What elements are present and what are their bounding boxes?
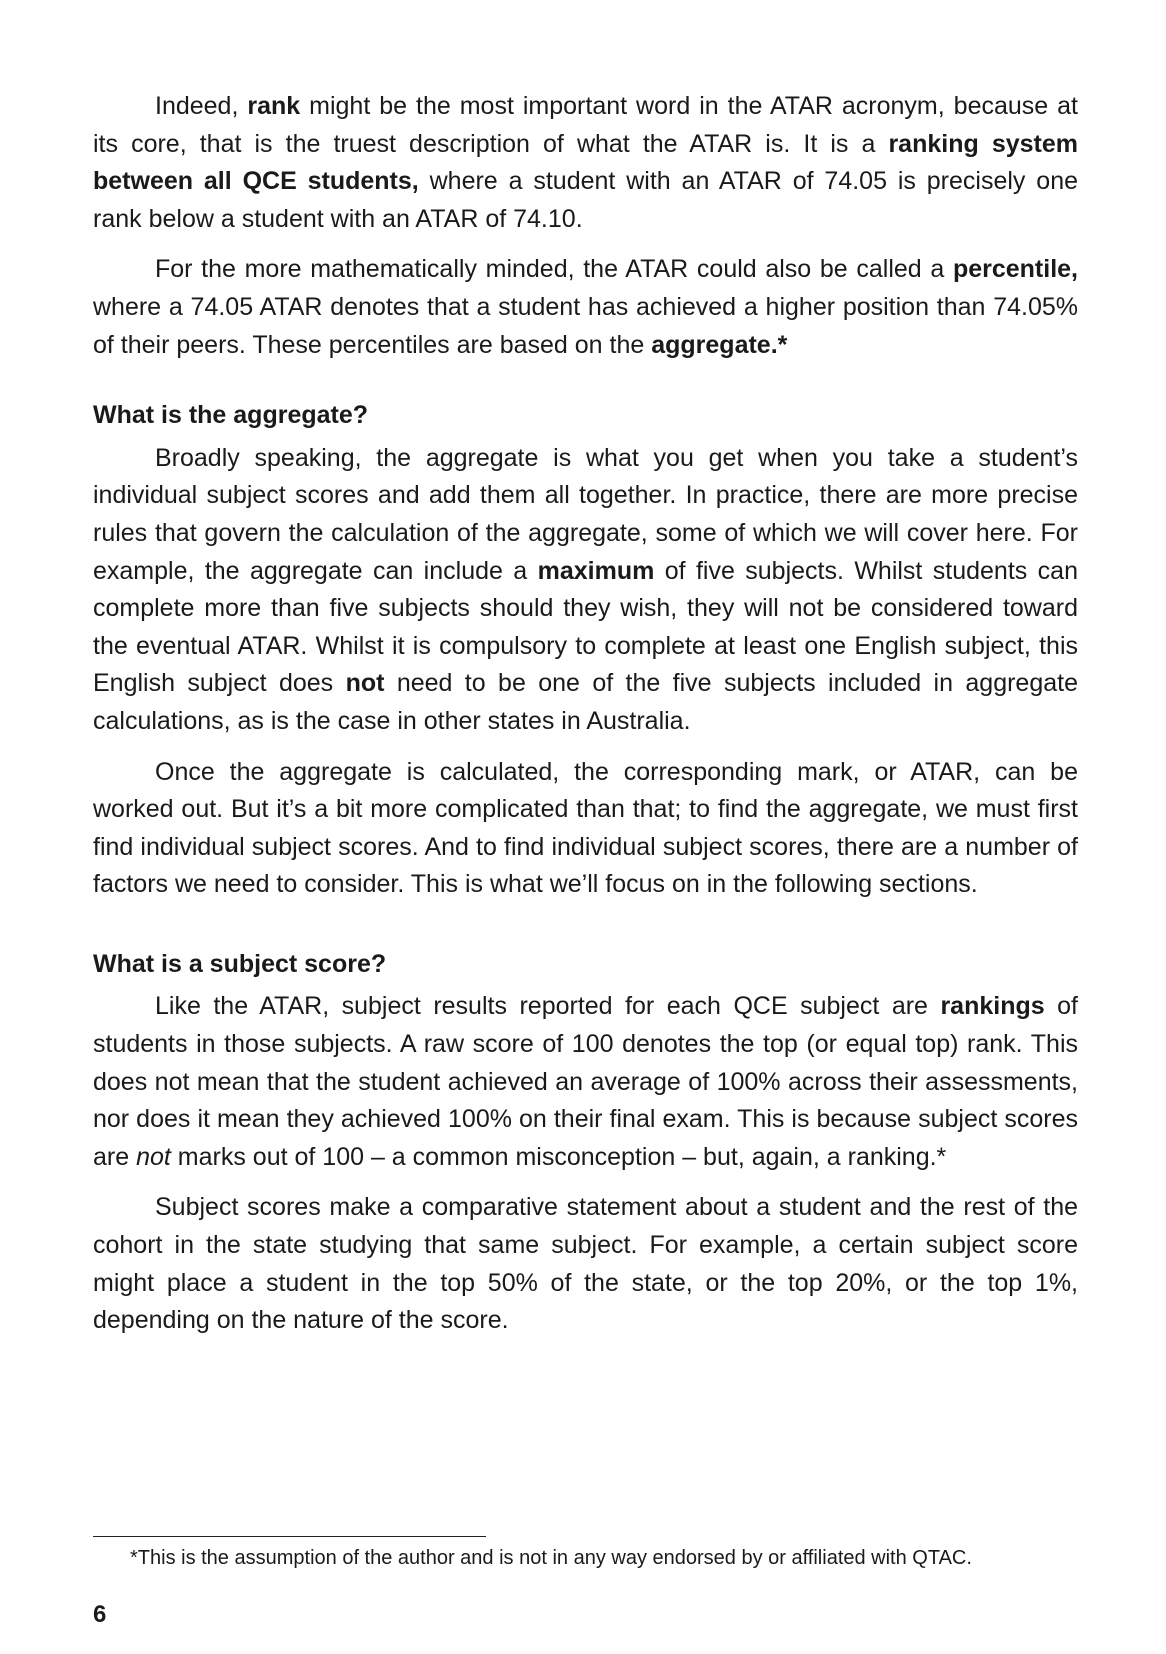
aggregate-paragraph-2: Once the aggregate is calculated, the corresponding mark, or ATAR, can be worked out. But it’s a bit more complicated than that; to find the aggregate, we must first find individual subject scores. And to find individual subject scores, there are a number of factors we need to consider. This is what we’ll focus on in the following sections. — [93, 757, 1078, 899]
text-run: Like the ATAR, subject results reported for each QCE subject are — [155, 992, 941, 1021]
heading-what-is-aggregate: What is the aggregate? — [93, 401, 369, 430]
italic-term-not: not — [136, 1142, 171, 1171]
bold-term-not: not — [345, 669, 385, 698]
bold-term-ranking-system: ranking system between all QCE students, — [93, 129, 1078, 196]
text-run: For the more mathematically minded, the ATAR could also be called a — [155, 255, 953, 284]
bold-term-percentile: percentile, — [952, 255, 1078, 284]
text-run: where a 74.05 ATAR denotes that a student has achieved a higher position than 74.05% of their peers. These percentiles are based on the — [93, 292, 1078, 359]
bold-term-aggregate: aggregate.* — [651, 330, 788, 359]
text-run: marks out of 100 – a common misconception – but, again, a ranking.* — [170, 1142, 947, 1171]
page-number: 6 — [93, 1601, 107, 1628]
intro-paragraph-percentile — [93, 251, 1078, 364]
text-run: of five subjects. Whilst students can complete more than five subjects should they wish, they will not be considered toward the eventual ATAR. Whilst it is compulsory to complete at least one English subject, this English subject does — [93, 556, 1078, 698]
text-run: Broadly speaking, the aggregate is what you get when you take a student’s individual subject scores and add them all together. In practice, there are more precise rules that govern the calculation of the aggregate, some of which we will cover here. For example, the aggregate can include a — [93, 443, 1078, 585]
subject-score-paragraph-1 — [93, 988, 1078, 1176]
text-run: Indeed, — [155, 92, 248, 120]
heading-what-is-subject-score: What is a subject score? — [93, 949, 387, 978]
bold-term-rankings: rankings — [940, 992, 1045, 1021]
bold-term-maximum: maximum — [537, 556, 655, 585]
aggregate-paragraph-1 — [93, 440, 1078, 741]
text-run: need to be one of the five subjects included in aggregate calculations, as is the case in other states in Australia. — [93, 669, 1078, 735]
footnote-divider — [93, 1536, 486, 1537]
page-body — [93, 88, 1078, 1340]
footnote: *This is the assumption of the author and is not in any way endorsed by or affiliated with QTAC. — [130, 1547, 972, 1569]
subject-score-paragraph-2: Subject scores make a comparative statement about a student and the rest of the cohort in the state studying that same subject. For example, a certain subject score might place a student in the top 50% of the state, or the top 20%, or the top 1%, depending on the nature of the score. — [93, 1193, 1078, 1335]
bold-term-rank: rank — [247, 92, 301, 120]
intro-paragraph-rank — [93, 88, 1078, 238]
text-run: might be the most important word in the ATAR acronym, because at its core, that is the truest description of what the ATAR is. It is a — [93, 92, 1078, 158]
text-run: where a student with an ATAR of 74.05 is precisely one rank below a student with an ATAR of 74.10. — [93, 167, 1079, 233]
text-run: of students in those subjects. A raw score of 100 denotes the top (or equal top) rank. This does not mean that the student achieved an average of 100% across their assessments, nor does it mean they achieved 100% on their final exam. This is because subject scores are — [93, 992, 1078, 1171]
